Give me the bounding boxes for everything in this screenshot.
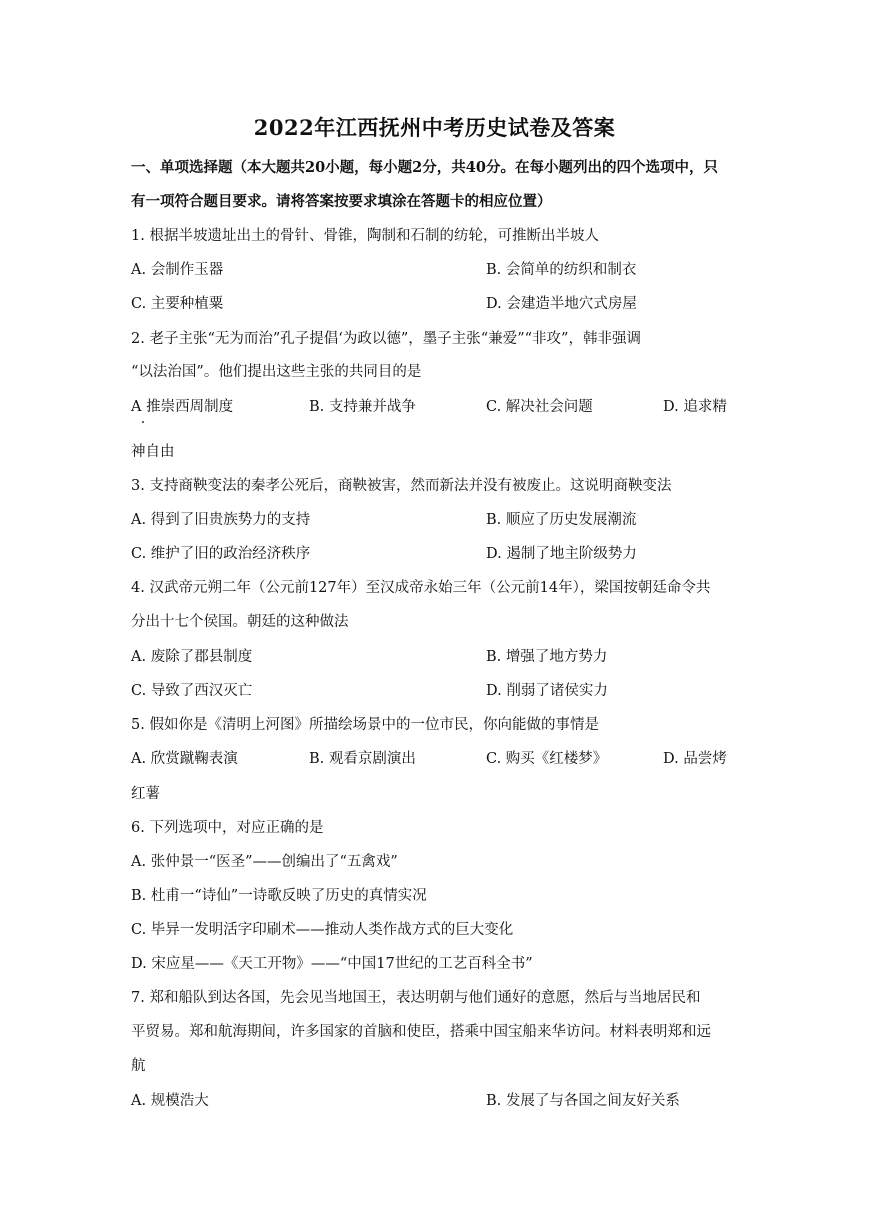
question-2-stem-line2: “以法治国”。他们提出这些主张的共同目的是 xyxy=(131,364,422,380)
question-6-option-a: A. 张仲景一“医圣”——创编出了“五禽戏” xyxy=(131,854,398,870)
question-7-stem-line1: 7. 郑和船队到达各国，先会见当地国王，表达明朝与他们通好的意愿，然后与当地居民和 xyxy=(131,990,701,1006)
question-5-option-a: A. 欣赏蹴鞠表演 xyxy=(131,751,238,767)
question-6-stem: 6. 下列选项中，对应正确的是 xyxy=(131,820,324,836)
question-3-option-b: B. 顺应了历史发展潮流 xyxy=(486,512,637,528)
section-instruction-line2: 有一项符合题目要求。请将答案按要求填涂在答题卡的相应位置） xyxy=(131,193,552,210)
question-6-option-b: B. 杜甫一“诗仙”一诗歌反映了历史的真情实况 xyxy=(131,888,427,904)
question-4-stem-line1: 4. 汉武帝元朔二年（公元前127年）至汉成帝永始三年（公元前14年），梁国按朝廷命令共 xyxy=(131,580,711,596)
question-1-option-c: C. 主要种植粟 xyxy=(131,296,224,312)
dot-mark xyxy=(142,421,144,423)
question-4-option-b: B. 增强了地方势力 xyxy=(486,649,608,665)
question-7-option-b: B. 发展了与各国之间友好关系 xyxy=(486,1093,680,1109)
question-4-option-a: A. 废除了郡县制度 xyxy=(131,649,253,665)
question-3-option-d: D. 遏制了地主阶级势力 xyxy=(486,546,637,562)
section-instruction-line1: 一、单项选择题（本大题共20小题，每小题2分，共40分。在每小题列出的四个选项中，只 xyxy=(131,159,718,176)
question-3-option-a: A. 得到了旧贵族势力的支持 xyxy=(131,512,311,528)
question-1-option-b: B. 会简单的纺织和制衣 xyxy=(486,262,637,278)
question-5-option-d-wrap: 红薯 xyxy=(131,786,160,802)
question-1-option-d: D. 会建造半地穴式房屋 xyxy=(486,296,637,312)
question-2-option-d: D. 追求精 xyxy=(663,399,727,415)
question-7-stem-line2: 平贸易。郑和航海期间，许多国家的首脑和使臣，搭乘中国宝船来华访问。材料表明郑和远 xyxy=(131,1024,711,1040)
question-5-option-b: B. 观看京剧演出 xyxy=(309,751,416,767)
page-title: 2022年江西抚州中考历史试卷及答案 xyxy=(253,115,616,140)
question-5-option-c: C. 购买《红楼梦》 xyxy=(486,751,608,767)
question-2-option-a: A 推崇西周制度 xyxy=(131,399,234,415)
question-2-option-c: C. 解决社会问题 xyxy=(486,399,593,415)
question-4-option-c: C. 导致了西汉灭亡 xyxy=(131,683,253,699)
question-4-stem-line2: 分出十七个侯国。朝廷的这种做法 xyxy=(131,614,349,630)
question-3-stem: 3. 支持商鞅变法的秦孝公死后，商鞅被害，然而新法并没有被废止。这说明商鞅变法 xyxy=(131,478,672,494)
question-2-stem-line1: 2. 老子主张“无为而治”孔子提倡‘为政以德”，墨子主张“兼爱”“非攻”，韩非强调 xyxy=(131,331,641,347)
question-6-option-c: C. 毕异一发明活字印刷术——推动人类作战方式的巨大变化 xyxy=(131,922,514,938)
question-2-option-d-wrap: 神自由 xyxy=(131,444,175,460)
question-5-stem: 5. 假如你是《清明上河图》所描绘场景中的一位市民，你向能做的事情是 xyxy=(131,717,599,733)
question-1-option-a: A. 会制作玉器 xyxy=(131,262,224,278)
question-7-stem-line3: 航 xyxy=(131,1058,146,1074)
question-4-option-d: D. 削弱了诸侯实力 xyxy=(486,683,608,699)
question-7-option-a: A. 规模浩大 xyxy=(131,1093,209,1109)
question-1-stem: 1. 根据半坡遗址出土的骨针、骨锥，陶制和石制的纺轮，可推断出半坡人 xyxy=(131,228,599,244)
question-2-option-b: B. 支持兼并战争 xyxy=(309,399,416,415)
question-6-option-d: D. 宋应星——《天工开物》——“中国17世纪的工艺百科全书” xyxy=(131,956,533,972)
question-5-option-d: D. 品尝烤 xyxy=(663,751,727,767)
question-3-option-c: C. 维护了旧的政治经济秩序 xyxy=(131,546,311,562)
